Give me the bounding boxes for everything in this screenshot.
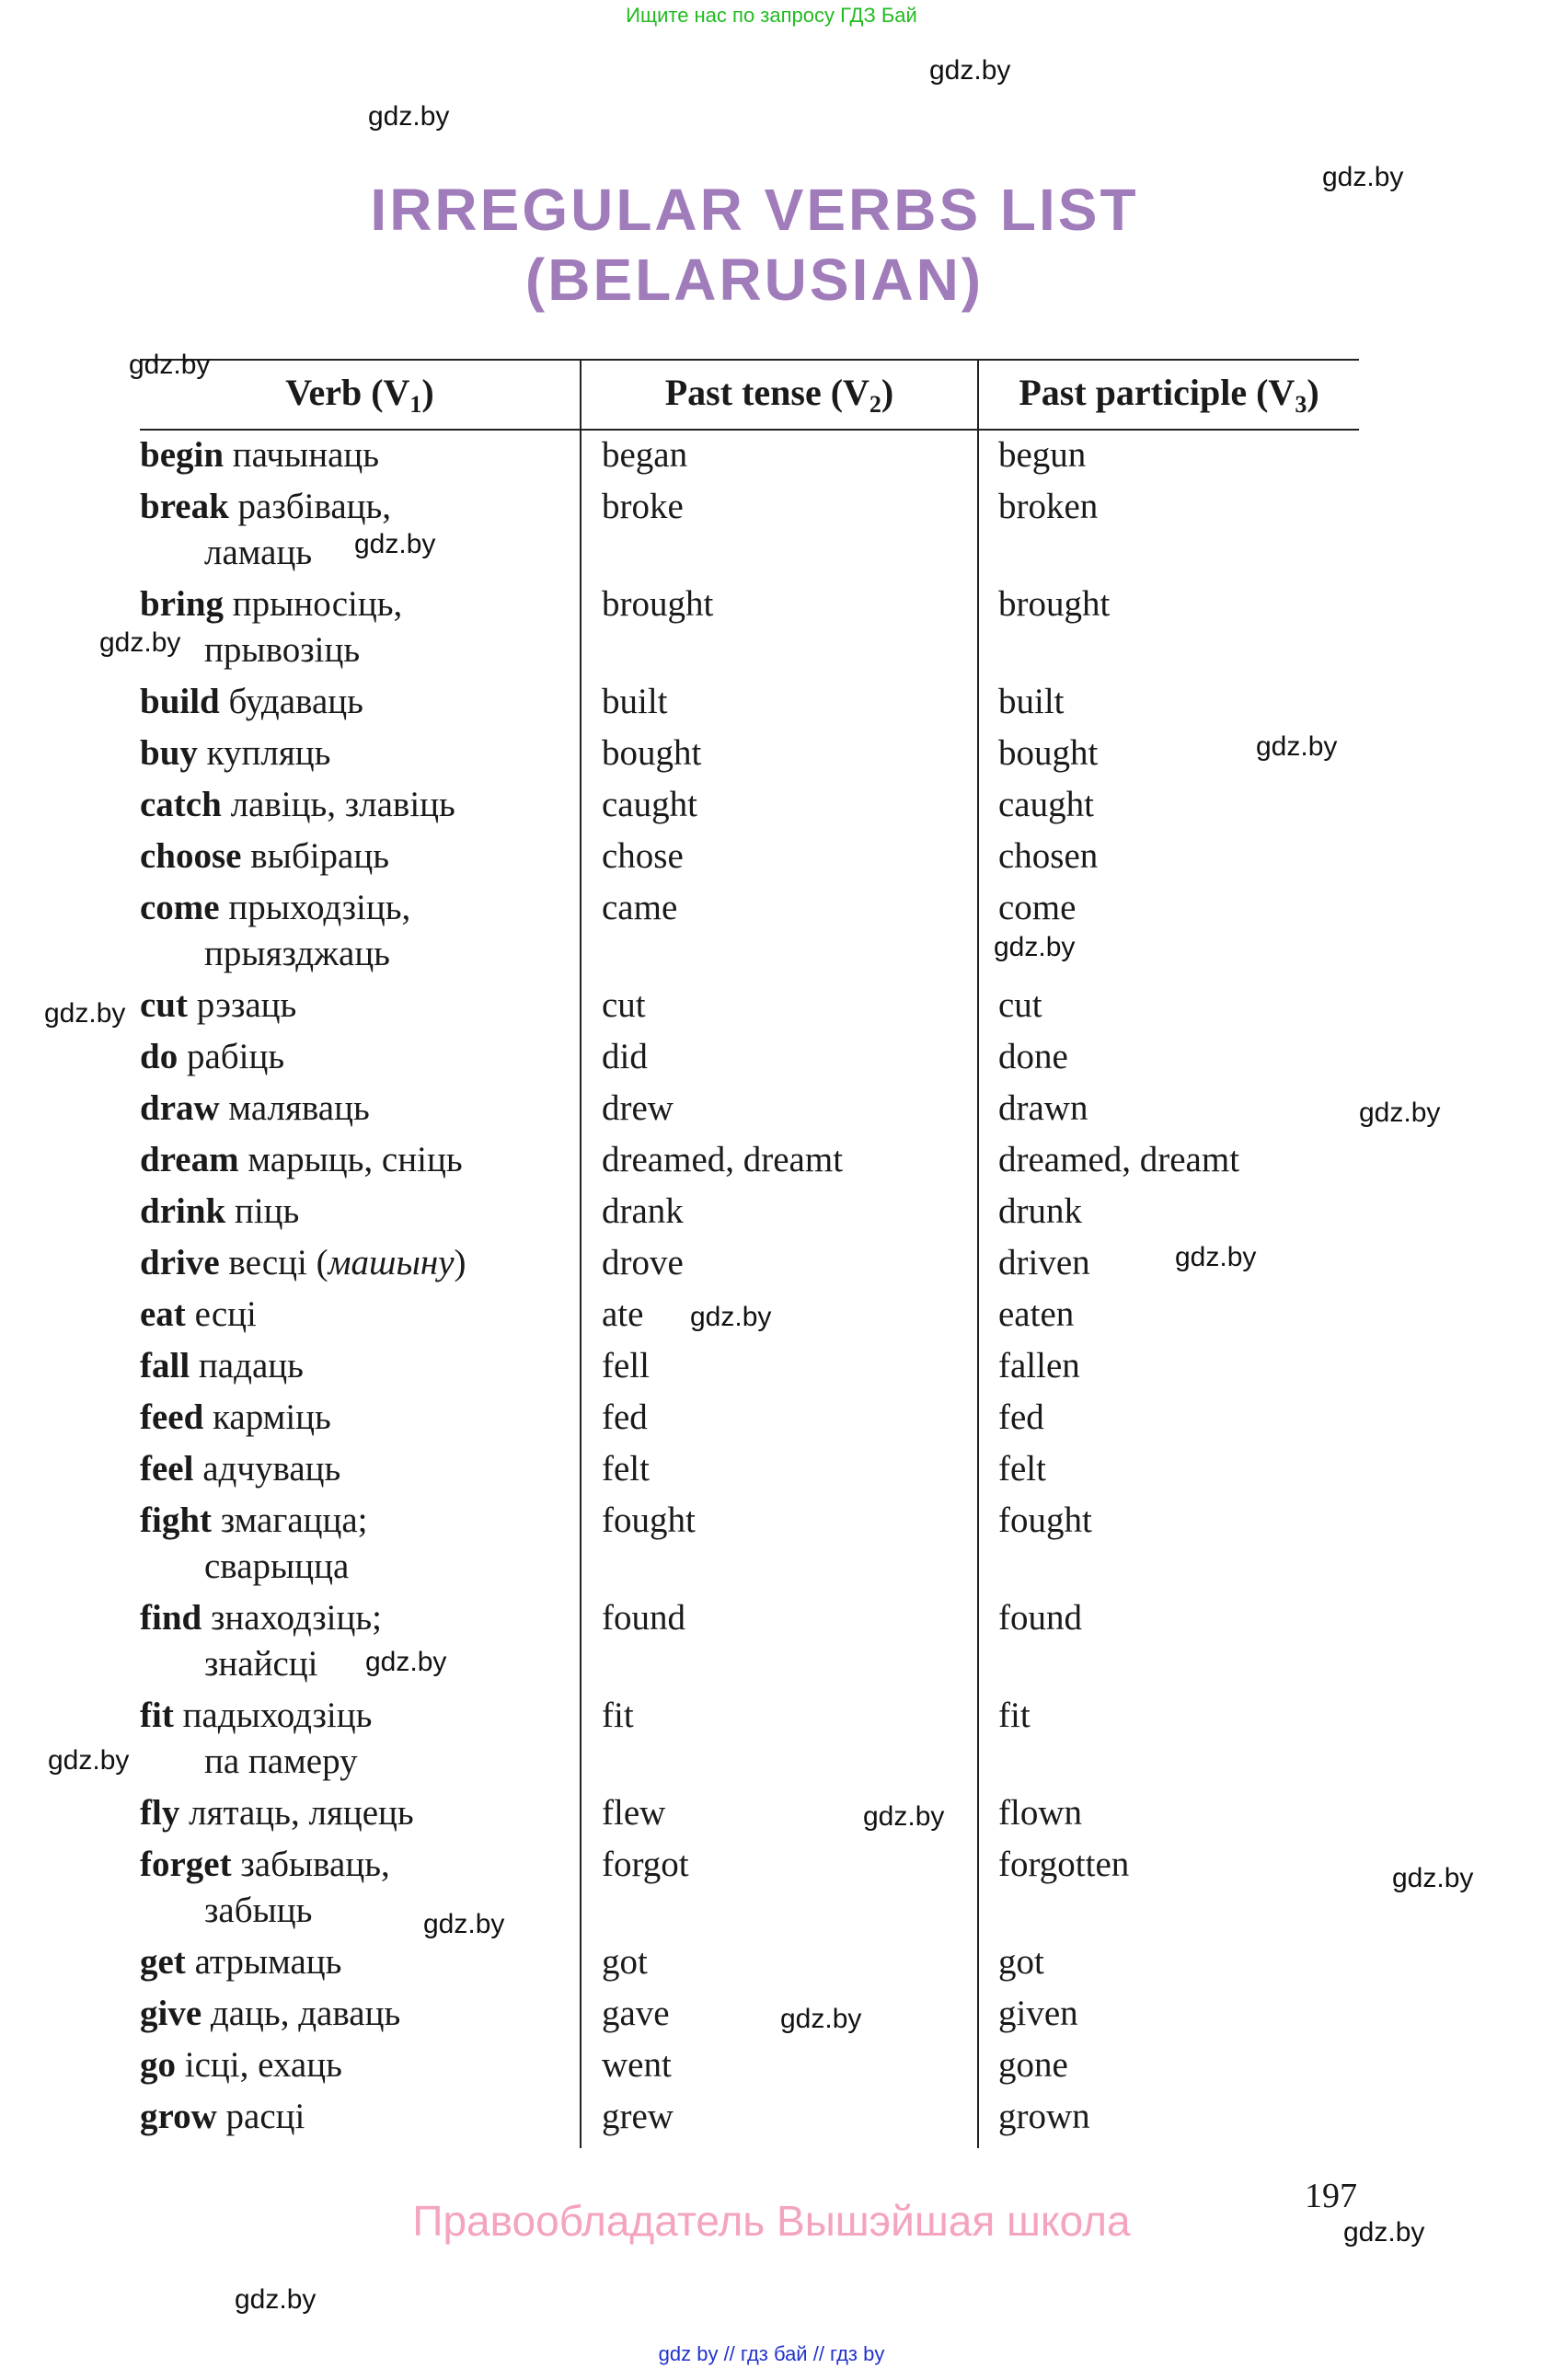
table-cell-past-tense: went: [602, 2045, 672, 2085]
page-number: 197: [1305, 2177, 1357, 2215]
verb-translation: змагацца;: [220, 1500, 368, 1540]
verb-base-form: drive: [140, 1243, 220, 1282]
watermark: gdz.by: [129, 350, 211, 380]
table-cell-past-tense: forgot: [602, 1845, 689, 1884]
table-cell-past-participle: fallen: [998, 1346, 1080, 1385]
verb-base-form: build: [140, 682, 220, 721]
verb-translation: разбіваць,: [237, 487, 392, 526]
verb-translation-continued: прыязджаць: [204, 934, 390, 973]
verb-translation: атрымаць: [194, 1942, 342, 1982]
table-cell-past-participle: found: [998, 1598, 1082, 1638]
table-cell-past-tense: began: [602, 435, 688, 475]
table-cell-past-participle: forgotten: [998, 1845, 1130, 1884]
table-cell-past-tense: built: [602, 682, 668, 721]
verb-base-form: forget: [140, 1845, 232, 1884]
table-cell-past-tense: did: [602, 1037, 648, 1076]
table-cell-past-tense: caught: [602, 785, 697, 824]
table-cell-past-participle: begun: [998, 435, 1087, 475]
page-title: IRREGULAR VERBS LIST: [370, 177, 1139, 243]
watermark: gdz.by: [99, 627, 181, 658]
verb-base-form: break: [140, 487, 229, 526]
page-subtitle: (BELARUSIAN): [524, 247, 985, 313]
verb-translation-continued: ламаць: [204, 533, 313, 572]
table-cell-past-participle: driven: [998, 1243, 1090, 1282]
table-row-verb: [140, 1595, 382, 1687]
verb-base-form: draw: [140, 1088, 220, 1128]
verb-translation: марыць, сніць: [248, 1140, 463, 1179]
table-cell-past-tense: drove: [602, 1243, 684, 1282]
table-row-verb: [140, 1137, 463, 1183]
table-row-verb: [140, 1446, 340, 1492]
table-row-verb: [140, 1498, 368, 1590]
table-cell-past-participle: gone: [998, 2045, 1068, 2085]
table-row-verb: [140, 730, 330, 776]
verb-translation: адчуваць: [202, 1449, 341, 1489]
table-row-verb: [140, 885, 410, 977]
table-cell-past-tense: drank: [602, 1191, 684, 1231]
verb-base-form: catch: [140, 785, 222, 824]
table-cell-past-tense: grew: [602, 2097, 674, 2136]
watermark: gdz.by: [929, 55, 1011, 86]
table-cell-past-tense: chose: [602, 836, 684, 876]
verb-base-form: fight: [140, 1500, 212, 1540]
verb-base-form: eat: [140, 1294, 186, 1334]
verb-translation: карміць: [213, 1397, 331, 1437]
header-past-tense-v2: Past tense $(V_2)$: [664, 372, 894, 418]
verb-translation: ісці, ехаць: [184, 2045, 342, 2085]
table-cell-past-participle: drunk: [998, 1191, 1082, 1231]
table-cell-past-participle: eaten: [998, 1294, 1075, 1334]
verb-translation: рабіць: [186, 1037, 285, 1076]
verb-translation-continued: знайсці: [204, 1644, 318, 1684]
top-banner[interactable]: Ищите нас по запросу ГДЗ Бай: [626, 4, 917, 27]
verb-translation-close: ): [454, 1243, 466, 1282]
watermark: gdz.by: [1343, 2217, 1425, 2248]
verb-translation-continued: прывозіць: [204, 630, 361, 670]
verb-translation: прыносіць,: [232, 584, 403, 624]
watermark: gdz.by: [354, 529, 436, 559]
verb-base-form: begin: [140, 435, 225, 475]
table-cell-past-tense: got: [602, 1942, 648, 1982]
verb-base-form: fly: [140, 1793, 180, 1833]
table-row-verb: [140, 1395, 331, 1441]
verb-base-form: come: [140, 888, 220, 927]
table-cell-past-tense: flew: [602, 1793, 666, 1833]
verb-base-form: drink: [140, 1191, 226, 1231]
table-row-verb: [140, 2042, 342, 2088]
table-row-verb: [140, 1292, 257, 1338]
verb-translation: знаходзіць;: [210, 1598, 382, 1638]
copyright-notice: Правообладатель Вышэйшая школа: [412, 2197, 1131, 2245]
table-cell-past-tense: fought: [602, 1500, 696, 1540]
verb-translation: купляць: [206, 733, 331, 773]
table-cell-past-participle: come: [998, 888, 1077, 927]
watermark: gdz.by: [1256, 731, 1338, 762]
footer-links[interactable]: gdz by // гдз бай // гдз by: [658, 2342, 885, 2365]
table-cell-past-participle: brought: [998, 584, 1111, 624]
table-cell-past-tense: brought: [602, 584, 714, 624]
verb-translation: лавіць, злавіць: [230, 785, 455, 824]
table-row-verb: [140, 1240, 466, 1286]
table-cell-past-participle: fed: [998, 1397, 1044, 1437]
table-row-verb: [140, 1842, 390, 1934]
table-header-rule: [140, 429, 1359, 431]
table-row-verb: [140, 1790, 414, 1836]
table-row-verb: [140, 1693, 372, 1785]
verb-base-form: find: [140, 1598, 202, 1638]
verb-translation: маляваць: [228, 1088, 370, 1128]
table-cell-past-tense: drew: [602, 1088, 674, 1128]
table-cell-past-participle: fought: [998, 1500, 1092, 1540]
watermark: gdz.by: [365, 1647, 447, 1677]
table-cell-past-participle: got: [998, 1942, 1044, 1982]
header-past-participle-v3: Past participle $(V_3)$: [1019, 372, 1319, 418]
verb-base-form: do: [140, 1037, 178, 1076]
verb-translation: расці: [225, 2097, 305, 2136]
table-row-verb: [140, 1086, 370, 1132]
table-cell-past-participle: built: [998, 682, 1065, 721]
table-cell-past-tense: fell: [602, 1346, 650, 1385]
table-row-verb: [140, 432, 379, 478]
verb-base-form: dream: [140, 1140, 239, 1179]
verb-translation: падыходзіць: [182, 1696, 373, 1735]
table-row-verb: [140, 1939, 341, 1985]
table-cell-past-participle: done: [998, 1037, 1068, 1076]
verb-translation-continued: сварыцца: [204, 1546, 350, 1586]
table-cell-past-tense: dreamed, dreamt: [602, 1140, 844, 1179]
verb-translation-continued: забыць: [204, 1891, 313, 1930]
table-cell-past-participle: drawn: [998, 1088, 1088, 1128]
watermark: gdz.by: [863, 1801, 945, 1832]
watermark: gdz.by: [690, 1302, 772, 1332]
table-row-verb: [140, 1034, 284, 1080]
verb-base-form: cut: [140, 985, 188, 1025]
table-row-verb: [140, 983, 296, 1029]
column-divider-1: [580, 359, 582, 2148]
table-cell-past-tense: came: [602, 888, 678, 927]
verb-translation: рэзаць: [196, 985, 297, 1025]
verb-translation: піць: [234, 1191, 300, 1231]
watermark: gdz.by: [1359, 1098, 1441, 1128]
verb-base-form: go: [140, 2045, 176, 2085]
verb-base-form: give: [140, 1994, 202, 2033]
table-cell-past-tense: fed: [602, 1397, 648, 1437]
verb-base-form: feel: [140, 1449, 194, 1489]
verb-translation: падаць: [198, 1346, 304, 1385]
watermark: gdz.by: [235, 2284, 317, 2315]
table-row-verb: [140, 834, 389, 880]
table-row-verb: [140, 1991, 400, 2037]
verb-base-form: bring: [140, 584, 225, 624]
verb-base-form: buy: [140, 733, 198, 773]
verb-base-form: feed: [140, 1397, 204, 1437]
table-cell-past-tense: cut: [602, 985, 646, 1025]
verb-translation: даць, даваць: [210, 1994, 401, 2033]
table-cell-past-tense: found: [602, 1598, 685, 1638]
table-cell-past-tense: broke: [602, 487, 684, 526]
table-cell-past-participle: caught: [998, 785, 1094, 824]
verb-translation: будаваць: [228, 682, 363, 721]
verb-translation: забываць,: [240, 1845, 390, 1884]
table-cell-past-participle: grown: [998, 2097, 1090, 2136]
watermark: gdz.by: [994, 932, 1076, 962]
verb-base-form: fall: [140, 1346, 190, 1385]
verb-translation: прыходзіць,: [228, 888, 411, 927]
column-divider-2: [977, 359, 979, 2148]
table-cell-past-participle: given: [998, 1994, 1078, 2033]
verb-base-form: grow: [140, 2097, 217, 2136]
table-row-verb: [140, 782, 455, 828]
watermark: gdz.by: [1392, 1863, 1474, 1893]
verb-translation: пачынаць: [232, 435, 380, 475]
watermark: gdz.by: [44, 998, 126, 1029]
table-cell-past-tense: fit: [602, 1696, 634, 1735]
verb-translation-italic: машыну: [328, 1243, 455, 1282]
watermark: gdz.by: [48, 1745, 130, 1776]
watermark: gdz.by: [1175, 1242, 1257, 1272]
verb-translation-continued: па памеру: [204, 1742, 358, 1781]
table-cell-past-participle: fit: [998, 1696, 1031, 1735]
table-cell-past-participle: cut: [998, 985, 1042, 1025]
verb-translation: есці: [194, 1294, 257, 1334]
table-cell-past-tense: felt: [602, 1449, 650, 1489]
table-cell-past-tense: bought: [602, 733, 702, 773]
table-cell-past-participle: bought: [998, 733, 1099, 773]
table-cell-past-participle: broken: [998, 487, 1099, 526]
table-cell-past-tense: ate: [602, 1294, 644, 1334]
verb-base-form: get: [140, 1942, 186, 1982]
table-row-verb: [140, 1343, 304, 1389]
table-cell-past-tense: gave: [602, 1994, 670, 2033]
watermark: gdz.by: [1322, 162, 1404, 192]
watermark: gdz.by: [423, 1909, 505, 1939]
header-verb-v1: Verb $(V_1)$: [285, 372, 434, 418]
watermark: gdz.by: [780, 2004, 862, 2034]
table-cell-past-participle: flown: [998, 1793, 1082, 1833]
verb-base-form: fit: [140, 1696, 174, 1735]
verb-translation: весці (: [228, 1243, 328, 1282]
table-row-verb: [140, 1189, 299, 1235]
watermark: gdz.by: [368, 101, 450, 132]
verb-translation: выбіраць: [250, 836, 390, 876]
table-cell-past-participle: felt: [998, 1449, 1046, 1489]
verb-base-form: choose: [140, 836, 242, 876]
table-row-verb: [140, 2094, 305, 2140]
table-row-verb: [140, 679, 363, 725]
table-cell-past-participle: dreamed, dreamt: [998, 1140, 1240, 1179]
table-top-rule: [140, 359, 1359, 361]
verb-translation: лятаць, ляцець: [189, 1793, 414, 1833]
table-cell-past-participle: chosen: [998, 836, 1099, 876]
